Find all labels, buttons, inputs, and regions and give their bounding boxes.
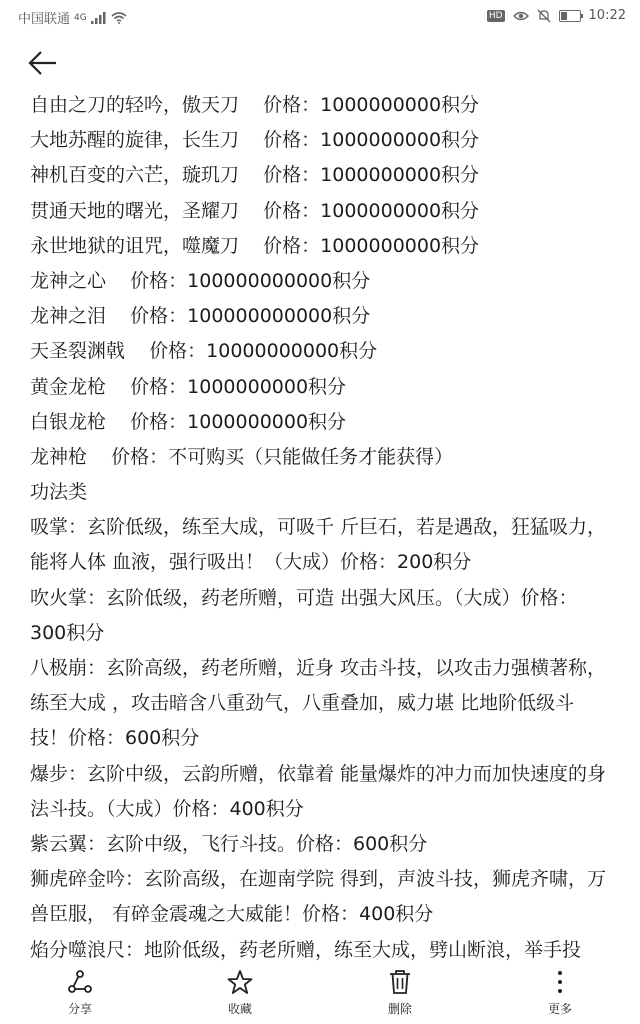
text-line: 八极崩：玄阶高级，药老所赠，近身 攻击斗技，以攻击力强横著称， [30, 657, 607, 679]
status-bar [0, 0, 640, 32]
status-right [487, 8, 626, 23]
text-line: 吹火掌：玄阶低级，药老所赠，可造 出强大风压。（大成）价格： [30, 586, 578, 609]
text-line: 天圣裂渊戟 价格：10000000000积分 [30, 340, 378, 363]
more-label: 更多 [547, 1002, 572, 1016]
carrier-label: 中国联通 [18, 12, 71, 27]
share-button[interactable] [30, 969, 130, 1017]
arrow-left-icon [26, 46, 60, 80]
text-line: 龙神之心 价格：100000000000积分 [30, 269, 371, 292]
text-line: 黄金龙枪 价格：1000000000积分 [30, 375, 347, 398]
back-button[interactable] [26, 46, 60, 80]
status-left [18, 8, 127, 27]
text-line: 能将人体 血液，强行吸出！（大成）价格：200积分 [30, 551, 472, 574]
text-line: 大地苏醒的旋律，长生刀 价格：1000000000积分 [30, 129, 480, 152]
text-line: 练至大成 ，攻击暗含八重劲气，八重叠加，威力堪 比地阶低级斗 [30, 692, 575, 715]
text-line: 贯通天地的曙光，圣耀刀 价格：1000000000积分 [30, 199, 480, 222]
text-line: 自由之刀的轻吟，傲天刀 价格：1000000000积分 [30, 94, 480, 116]
share-icon [67, 969, 93, 995]
clock: 10:22 [588, 8, 626, 23]
favorite-button[interactable] [190, 969, 290, 1017]
text-line: 吸掌：玄阶低级，练至大成，可吸千 斤巨石，若是遇敌，狂猛吸力， [30, 516, 607, 539]
wifi-icon [111, 12, 127, 24]
network-type: 4G [74, 12, 87, 23]
more-vertical-icon [547, 969, 573, 995]
text-line: 神机百变的六芒，璇玑刀 价格：1000000000积分 [30, 164, 480, 187]
note-content [30, 88, 620, 962]
text-line: 焰分噬浪尺：地阶低级，药老所赠，练至大成，劈山断浪，举手投 [30, 938, 582, 961]
text-line: 爆步：玄阶中级，云韵所赠，依靠着 能量爆炸的冲力而加快速度的身 [30, 762, 607, 785]
trash-icon [387, 969, 413, 995]
bottom-toolbar [0, 962, 640, 1024]
star-icon [227, 969, 253, 995]
share-label: 分享 [67, 1002, 92, 1016]
signal-icon [91, 12, 107, 24]
text-line: 兽臣服， 有碎金震魂之大威能！价格：400积分 [30, 903, 434, 926]
text-line: 法斗技。（大成）价格：400积分 [30, 797, 304, 820]
delete-label: 删除 [387, 1002, 412, 1016]
mute-icon [537, 9, 551, 23]
text-line: 龙神之泪 价格：100000000000积分 [30, 305, 371, 328]
hd-icon: HD [488, 10, 503, 21]
text-line: 紫云翼：玄阶中级，飞行斗技。价格：600积分 [30, 832, 428, 855]
text-line: 技！价格：600积分 [30, 727, 200, 750]
text-line: 白银龙枪 价格：1000000000积分 [30, 410, 347, 433]
text-line: 300积分 [30, 621, 105, 644]
text-line: 狮虎碎金吟：玄阶高级，在迦南学院 得到，声波斗技，狮虎齐啸，万 [30, 868, 607, 891]
text-line: 龙神枪 价格：不可购买（只能做任务才能获得） [30, 445, 454, 468]
delete-button[interactable] [350, 969, 450, 1017]
text-line: 永世地狱的诅咒，噬魔刀 价格：1000000000积分 [30, 234, 480, 257]
more-button[interactable] [510, 969, 610, 1017]
section-heading: 功法类 [30, 481, 88, 504]
favorite-label: 收藏 [227, 1002, 252, 1016]
battery-icon [559, 10, 581, 22]
eye-icon [513, 10, 529, 22]
